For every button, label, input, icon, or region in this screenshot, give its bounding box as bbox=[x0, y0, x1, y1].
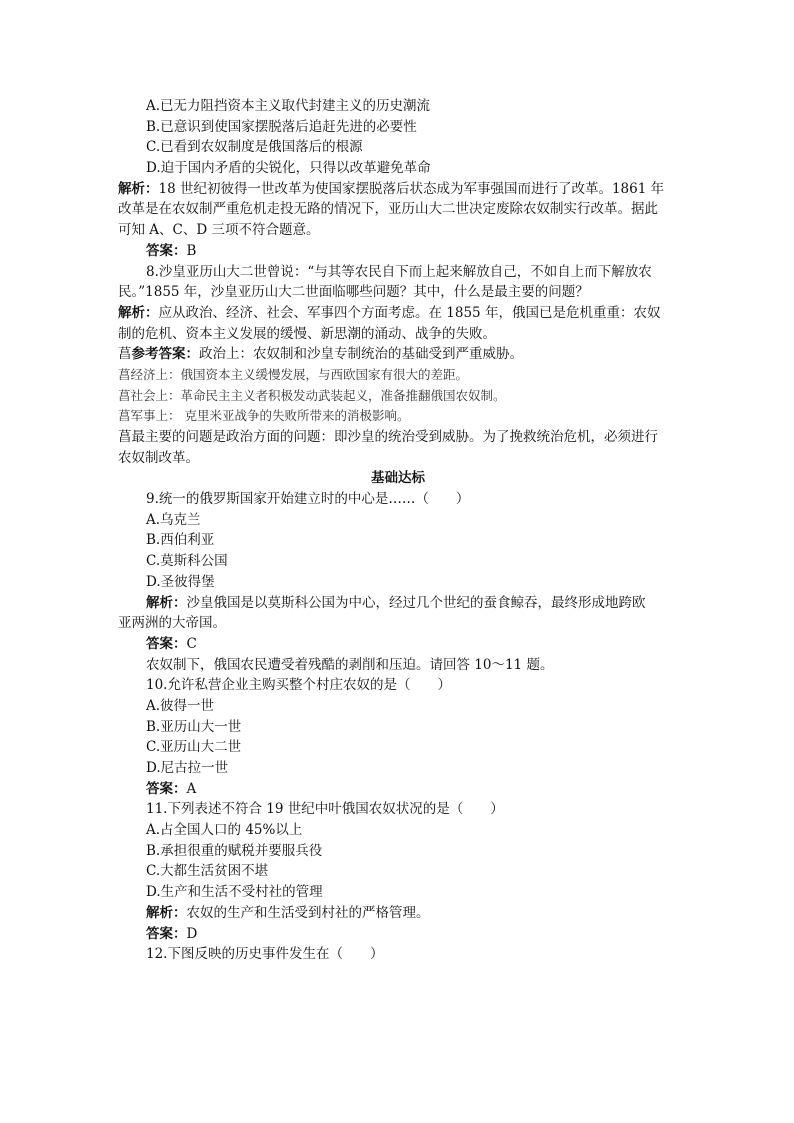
ref-label: 参考答案： bbox=[131, 346, 199, 363]
q10-option-a: A.彼得一世 bbox=[146, 697, 215, 714]
ref-text: 政治上：农奴制和沙皇专制统治的基础受到严重威胁。 bbox=[199, 346, 523, 363]
q10-option-c: C.亚历山大二世 bbox=[146, 739, 242, 756]
q9-option-b: B.西伯利亚 bbox=[146, 532, 215, 549]
q7-option-b: B.已意识到使国家摆脱落后追赶先进的必要性 bbox=[146, 118, 417, 135]
q8-conclusion-line-2: 农奴制改革。 bbox=[118, 449, 199, 466]
q11-question: 11.下列表述不符合 19 世纪中叶俄国农奴状况的是（ ） bbox=[146, 801, 504, 818]
answer-value: C bbox=[186, 635, 197, 652]
q7-option-d: D.迫于国内矛盾的尖锐化，只得以改革避免革命 bbox=[146, 160, 431, 177]
answer-label: 答案： bbox=[146, 925, 187, 942]
q10-option-b: B.亚历山大一世 bbox=[146, 718, 242, 735]
q9-option-c: C.莫斯科公国 bbox=[146, 553, 228, 570]
q9-analysis-line-2: 亚两洲的大帝国。 bbox=[118, 615, 226, 632]
q7-analysis-line-3: 可知 A、C、D 三项不符合题意。 bbox=[118, 222, 320, 239]
q7-option-a: A.已无力阻挡资本主义取代封建主义的历史潮流 bbox=[146, 98, 431, 114]
document-body bbox=[118, 96, 678, 965]
analysis-text: 18 世纪初彼得一世改革为使国家摆脱落后状态成为军事强国而进行了改革。1861 年 bbox=[158, 180, 665, 197]
q11-option-b: B.承担很重的赋税并要服兵役 bbox=[146, 842, 323, 859]
analysis-text: 农奴的生产和生活受到村社的严格管理。 bbox=[186, 904, 430, 921]
q8-society-line: 菖社会上：革命民主主义者积极发动武装起义，准备推翻俄国农奴制。 bbox=[118, 387, 506, 403]
q8-economy-line: 菖经济上：俄国资本主义缓慢发展，与西欧国家有很大的差距。 bbox=[118, 366, 469, 382]
analysis-label: 解析： bbox=[146, 904, 187, 921]
q7-analysis-line-1 bbox=[118, 179, 678, 200]
q11-option-a: A.占全国人口的 45%以上 bbox=[146, 822, 303, 839]
q11-option-d: D.生产和生活不受村社的管理 bbox=[146, 884, 323, 901]
q10-question: 10.允许私营企业主购买整个村庄农奴的是（ ） bbox=[146, 677, 451, 694]
q8-question-line-2: 民。”1855 年，沙皇亚历山大二世面临哪些问题？其中，什么是最主要的问题？ bbox=[118, 284, 589, 301]
q9-answer bbox=[118, 634, 678, 655]
q8-reference-answer bbox=[118, 344, 678, 365]
answer-value: D bbox=[186, 925, 198, 942]
analysis-label: 解析： bbox=[146, 594, 187, 611]
q7-analysis-line-2: 改革是在农奴制严重危机走投无路的情况下，亚历山大二世决定废除农奴制实行改革。据此 bbox=[118, 201, 658, 218]
answer-label: 答案： bbox=[146, 242, 187, 259]
analysis-text: 应从政治、经济、社会、军事四个方面考虑。在 1855 年，俄国已是危机重重：农奴 bbox=[158, 304, 661, 321]
q9-option-d: D.圣彼得堡 bbox=[146, 573, 215, 590]
analysis-label: 解析： bbox=[118, 304, 159, 321]
q8-conclusion-line-1: 菖最主要的问题是政治方面的问题：即沙皇的统治受到威胁。为了挽救统治危机，必须进行 bbox=[118, 429, 658, 445]
q8-analysis-line-2: 制的危机、资本主义发展的缓慢、新思潮的涌动、战争的失败。 bbox=[118, 325, 496, 342]
q12-question: 12.下图反映的历史事件发生在（ ） bbox=[146, 946, 384, 963]
q9-option-a: A.乌克兰 bbox=[146, 511, 201, 528]
q7-option-c: C.已看到农奴制度是俄国落后的根源 bbox=[146, 139, 363, 156]
answer-value: A bbox=[186, 780, 197, 797]
q8-question-line-1: 8.沙皇亚历山大二世曾说：“与其等农民自下而上起来解放自己，不如自上而下解放农 bbox=[146, 263, 652, 280]
answer-label: 答案： bbox=[146, 635, 187, 652]
section-heading: 基础达标 bbox=[371, 470, 425, 487]
q11-answer bbox=[118, 924, 678, 945]
q9-question: 9.统一的俄罗斯国家开始建立时的中心是……（ ） bbox=[146, 491, 470, 508]
answer-label: 答案： bbox=[146, 780, 187, 797]
analysis-text: 沙皇俄国是以莫斯科公国为中心，经过几个世纪的蚕食鲸吞，最终形成地跨欧 bbox=[186, 594, 646, 611]
q11-option-c: C.大都生活贫困不堪 bbox=[146, 863, 269, 880]
q11-analysis bbox=[118, 903, 678, 924]
q10-answer bbox=[118, 779, 678, 800]
ref-prefix: 菖 bbox=[118, 346, 132, 363]
q8-military-line: 菖军事上： 克里米亚战争的失败所带来的消极影响。 bbox=[118, 408, 410, 424]
q8-analysis-line-1 bbox=[118, 303, 678, 324]
q9-analysis-line-1 bbox=[118, 593, 678, 614]
q7-answer bbox=[118, 241, 678, 262]
analysis-label: 解析： bbox=[118, 180, 159, 197]
material-intro: 农奴制下，俄国农民遭受着残酷的剥削和压迫。请回答 10～11 题。 bbox=[146, 656, 554, 673]
q10-option-d: D.尼古拉一世 bbox=[146, 760, 229, 776]
answer-value: B bbox=[186, 242, 197, 259]
